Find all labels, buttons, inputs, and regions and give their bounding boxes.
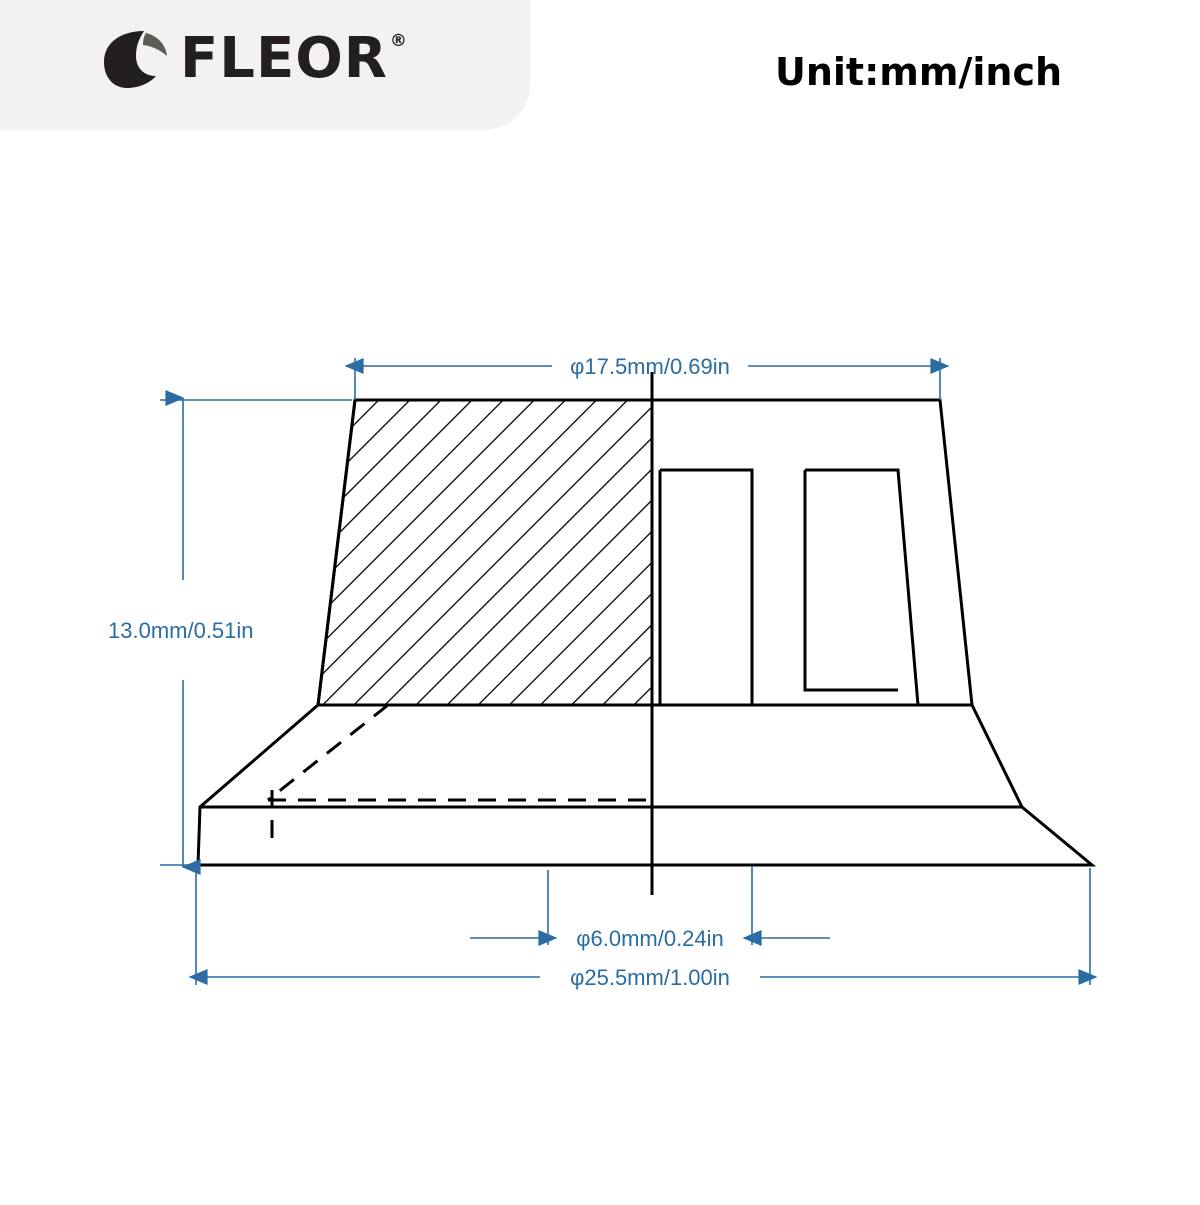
- registered-trademark-icon: ®: [389, 31, 408, 51]
- hidden-shaft-lines: [268, 705, 652, 840]
- dim-top-diameter-label: φ17.5mm/0.69in: [570, 354, 730, 379]
- brand-name-text: FLEOR: [180, 26, 388, 91]
- dim-height-label: 13.0mm/0.51in: [108, 618, 254, 643]
- dim-shaft-diameter-label: φ6.0mm/0.24in: [576, 926, 724, 951]
- unit-label: Unit:mm/inch: [775, 50, 1063, 94]
- section-hatch-area: [318, 400, 652, 705]
- dim-base-diameter-label: φ25.5mm/1.00in: [570, 965, 730, 990]
